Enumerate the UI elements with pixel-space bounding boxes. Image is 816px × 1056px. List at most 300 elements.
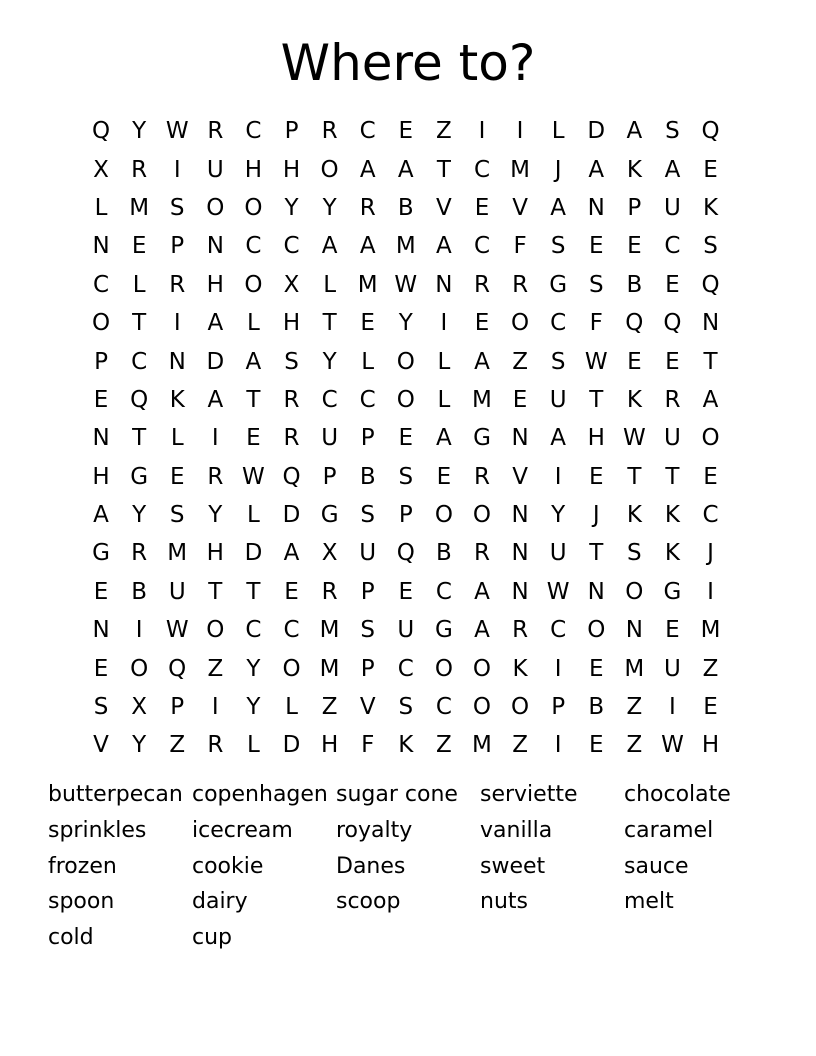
grid-cell[interactable]: T bbox=[322, 310, 337, 337]
grid-cell[interactable]: H bbox=[701, 732, 720, 759]
grid-cell[interactable]: V bbox=[436, 194, 452, 221]
grid-cell[interactable]: M bbox=[319, 655, 340, 682]
grid-cell[interactable]: I bbox=[554, 463, 562, 490]
grid-cell[interactable]: L bbox=[437, 386, 451, 413]
grid-cell[interactable]: G bbox=[473, 425, 491, 452]
grid-cell[interactable]: L bbox=[323, 271, 337, 298]
grid-cell[interactable]: H bbox=[320, 732, 339, 759]
grid-cell[interactable]: N bbox=[701, 310, 720, 337]
grid-cell[interactable]: A bbox=[664, 156, 681, 183]
grid-cell[interactable]: K bbox=[664, 502, 680, 529]
grid-cell[interactable]: U bbox=[664, 194, 681, 221]
grid-cell[interactable]: Z bbox=[169, 732, 186, 759]
grid-cell[interactable]: C bbox=[473, 233, 491, 260]
grid-cell[interactable]: S bbox=[284, 348, 299, 375]
grid-cell[interactable]: T bbox=[132, 310, 147, 337]
grid-cell[interactable]: G bbox=[663, 578, 682, 605]
grid-cell[interactable]: O bbox=[472, 694, 492, 721]
grid-cell[interactable]: Y bbox=[208, 502, 223, 529]
grid-cell[interactable]: Z bbox=[626, 732, 643, 759]
grid-cell[interactable]: M bbox=[319, 617, 340, 644]
grid-cell[interactable]: F bbox=[513, 233, 527, 260]
grid-cell[interactable]: C bbox=[245, 617, 262, 644]
grid-cell[interactable]: A bbox=[321, 233, 338, 260]
grid-cell[interactable]: R bbox=[321, 118, 338, 145]
grid-cell[interactable]: E bbox=[703, 694, 718, 721]
word-list-item: cup bbox=[192, 925, 233, 951]
grid-cell[interactable]: Z bbox=[207, 655, 224, 682]
grid-cell[interactable]: C bbox=[473, 156, 491, 183]
grid-cell[interactable]: A bbox=[245, 348, 262, 375]
word-list-item: vanilla bbox=[480, 817, 553, 843]
grid-cell[interactable]: E bbox=[588, 463, 604, 490]
grid-cell[interactable]: A bbox=[626, 118, 643, 145]
grid-cell[interactable]: R bbox=[207, 732, 224, 759]
grid-cell[interactable]: E bbox=[474, 194, 490, 221]
grid-cell[interactable]: M bbox=[624, 655, 645, 682]
grid-cell[interactable]: Z bbox=[321, 694, 338, 721]
grid-cell[interactable]: C bbox=[550, 617, 567, 644]
grid-cell[interactable]: E bbox=[169, 463, 185, 490]
grid-cell[interactable]: Q bbox=[625, 310, 644, 337]
grid-cell[interactable]: L bbox=[285, 694, 298, 721]
grid-cell[interactable]: X bbox=[321, 540, 338, 567]
grid-cell[interactable]: C bbox=[664, 233, 681, 260]
grid-cell[interactable]: L bbox=[361, 348, 375, 375]
grid-cell[interactable]: E bbox=[436, 463, 452, 490]
grid-cell[interactable]: O bbox=[130, 655, 149, 682]
grid-cell[interactable]: S bbox=[627, 540, 642, 567]
grid-cell[interactable]: Z bbox=[436, 118, 452, 145]
grid-cell[interactable]: Y bbox=[284, 194, 299, 221]
grid-cell[interactable]: W bbox=[584, 348, 608, 375]
grid-cell[interactable]: H bbox=[282, 156, 301, 183]
grid-cell[interactable]: B bbox=[359, 463, 376, 490]
grid-row bbox=[82, 266, 732, 304]
grid-cell[interactable]: Q bbox=[396, 540, 415, 567]
grid-cell[interactable]: E bbox=[284, 578, 299, 605]
grid-cell[interactable]: I bbox=[554, 655, 562, 682]
grid-cell[interactable]: O bbox=[206, 194, 225, 221]
grid-cell[interactable]: R bbox=[283, 386, 300, 413]
grid-cell[interactable]: O bbox=[244, 194, 263, 221]
grid-cell[interactable]: O bbox=[587, 617, 606, 644]
grid-cell[interactable]: N bbox=[168, 348, 186, 375]
grid-cell[interactable]: D bbox=[282, 502, 301, 529]
grid-cell[interactable]: E bbox=[665, 617, 680, 644]
grid-cell[interactable]: A bbox=[397, 156, 414, 183]
grid-cell[interactable]: W bbox=[165, 118, 189, 145]
grid-cell[interactable]: E bbox=[246, 425, 261, 452]
grid-cell[interactable]: L bbox=[94, 194, 108, 221]
grid-cell[interactable]: Z bbox=[626, 694, 643, 721]
grid-cell[interactable]: G bbox=[434, 617, 453, 644]
grid-cell[interactable]: Y bbox=[132, 118, 147, 145]
grid-cell[interactable]: L bbox=[132, 271, 146, 298]
grid-cell[interactable]: E bbox=[703, 463, 718, 490]
grid-cell[interactable]: E bbox=[131, 233, 147, 260]
grid-cell[interactable]: K bbox=[626, 156, 642, 183]
grid-cell[interactable]: C bbox=[435, 694, 452, 721]
grid-cell[interactable]: H bbox=[206, 540, 224, 567]
grid-cell[interactable]: Q bbox=[663, 310, 682, 337]
grid-cell[interactable]: M bbox=[510, 156, 530, 183]
grid-cell[interactable]: P bbox=[360, 655, 375, 682]
grid-cell[interactable]: V bbox=[512, 194, 528, 221]
grid-cell[interactable]: I bbox=[516, 118, 524, 145]
grid-cell[interactable]: R bbox=[131, 156, 148, 183]
grid-cell[interactable]: T bbox=[436, 156, 451, 183]
grid-cell[interactable]: J bbox=[592, 502, 600, 529]
grid-cell[interactable]: A bbox=[550, 425, 567, 452]
grid-cell[interactable]: B bbox=[436, 540, 452, 567]
grid-cell[interactable]: R bbox=[321, 578, 338, 605]
grid-cell[interactable]: U bbox=[397, 617, 415, 644]
grid-cell[interactable]: E bbox=[665, 348, 680, 375]
grid-cell[interactable]: A bbox=[474, 578, 490, 605]
grid-cell[interactable]: C bbox=[550, 310, 567, 337]
grid-cell[interactable]: N bbox=[511, 540, 529, 567]
grid-cell[interactable]: M bbox=[357, 271, 378, 298]
grid-cell[interactable]: S bbox=[398, 463, 414, 490]
grid-cell[interactable]: G bbox=[92, 540, 110, 567]
grid-cell[interactable]: N bbox=[206, 233, 224, 260]
grid-cell[interactable]: O bbox=[434, 502, 453, 529]
grid-cell[interactable]: S bbox=[588, 271, 604, 298]
grid-cell[interactable]: U bbox=[549, 540, 567, 567]
grid-cell[interactable]: H bbox=[92, 463, 110, 490]
grid-cell[interactable]: G bbox=[320, 502, 339, 529]
grid-cell[interactable]: T bbox=[665, 463, 680, 490]
grid-cell[interactable]: Y bbox=[322, 194, 337, 221]
grid-cell[interactable]: Y bbox=[246, 655, 261, 682]
grid-cell[interactable]: S bbox=[360, 617, 375, 644]
grid-cell[interactable]: T bbox=[208, 578, 223, 605]
grid-cell[interactable]: C bbox=[283, 617, 300, 644]
grid-row bbox=[82, 150, 732, 188]
word-list-item: chocolate bbox=[624, 782, 731, 807]
grid-cell[interactable]: S bbox=[398, 694, 414, 721]
grid-cell[interactable]: L bbox=[437, 348, 451, 375]
grid-cell[interactable]: E bbox=[93, 655, 109, 682]
grid-cell[interactable]: Q bbox=[282, 463, 301, 490]
grid-cell[interactable]: R bbox=[664, 386, 681, 413]
grid-cell[interactable]: M bbox=[472, 732, 492, 759]
grid-cell[interactable]: A bbox=[436, 425, 452, 452]
grid-cell[interactable]: C bbox=[245, 233, 262, 260]
grid-cell[interactable]: C bbox=[283, 233, 300, 260]
grid-cell[interactable]: M bbox=[395, 233, 416, 260]
grid-cell[interactable]: D bbox=[206, 348, 225, 375]
grid-cell[interactable]: I bbox=[173, 310, 181, 337]
grid-cell[interactable]: I bbox=[135, 617, 143, 644]
grid-cell[interactable]: Y bbox=[132, 732, 147, 759]
grid-cell[interactable]: P bbox=[284, 118, 299, 145]
grid-cell[interactable]: Y bbox=[132, 502, 147, 529]
grid-cell[interactable]: Z bbox=[512, 348, 528, 375]
grid-cell[interactable]: R bbox=[283, 425, 300, 452]
grid-cell[interactable]: F bbox=[589, 310, 603, 337]
grid-cell[interactable]: D bbox=[587, 118, 606, 145]
grid-cell[interactable]: M bbox=[167, 540, 188, 567]
grid-cell[interactable]: I bbox=[478, 118, 486, 145]
grid-cell[interactable]: R bbox=[512, 271, 529, 298]
grid-cell[interactable]: U bbox=[664, 655, 681, 682]
grid-cell[interactable]: N bbox=[435, 271, 453, 298]
grid-cell[interactable]: R bbox=[473, 271, 490, 298]
grid-cell[interactable]: I bbox=[173, 156, 181, 183]
grid-cell[interactable]: E bbox=[627, 348, 642, 375]
grid-cell[interactable]: P bbox=[170, 233, 185, 260]
grid-cell[interactable]: N bbox=[92, 425, 110, 452]
grid-cell[interactable]: Y bbox=[246, 694, 261, 721]
grid-cell[interactable]: Q bbox=[701, 271, 720, 298]
grid-cell[interactable]: L bbox=[551, 118, 565, 145]
grid-cell[interactable]: A bbox=[359, 233, 376, 260]
grid-cell[interactable]: O bbox=[282, 655, 301, 682]
grid-cell[interactable]: O bbox=[396, 348, 415, 375]
grid-cell[interactable]: S bbox=[360, 502, 375, 529]
grid-cell[interactable]: V bbox=[512, 463, 528, 490]
grid-cell[interactable]: P bbox=[322, 463, 337, 490]
grid-cell[interactable]: Q bbox=[91, 118, 111, 145]
grid-cell[interactable]: U bbox=[664, 425, 681, 452]
grid-cell[interactable]: S bbox=[703, 233, 718, 260]
grid-cell[interactable]: R bbox=[169, 271, 186, 298]
grid-cell[interactable]: U bbox=[549, 386, 567, 413]
grid-cell[interactable]: K bbox=[703, 194, 719, 221]
grid-cell[interactable]: J bbox=[554, 156, 562, 183]
grid-cell[interactable]: V bbox=[359, 694, 376, 721]
grid-cell[interactable]: A bbox=[283, 540, 300, 567]
grid-cell[interactable]: L bbox=[247, 310, 260, 337]
grid-cell[interactable]: E bbox=[474, 310, 490, 337]
grid-cell[interactable]: N bbox=[511, 425, 529, 452]
grid-cell[interactable]: I bbox=[440, 310, 448, 337]
grid-cell[interactable]: W bbox=[661, 732, 684, 759]
grid-cell[interactable]: J bbox=[707, 540, 714, 567]
grid-cell[interactable]: Z bbox=[702, 655, 719, 682]
grid-cell[interactable]: S bbox=[550, 348, 566, 375]
grid-cell[interactable]: N bbox=[92, 233, 110, 260]
grid-cell[interactable]: I bbox=[211, 425, 219, 452]
grid-cell[interactable]: X bbox=[283, 271, 300, 298]
grid-cell[interactable]: V bbox=[93, 732, 109, 759]
grid-cell[interactable]: O bbox=[320, 156, 339, 183]
grid-cell[interactable]: K bbox=[512, 655, 528, 682]
grid-cell[interactable]: T bbox=[589, 386, 604, 413]
grid-cell[interactable]: O bbox=[511, 694, 530, 721]
grid-cell[interactable]: S bbox=[550, 233, 566, 260]
grid-cell[interactable]: P bbox=[360, 578, 375, 605]
grid-row bbox=[82, 726, 732, 764]
grid-cell[interactable]: W bbox=[165, 617, 189, 644]
grid-cell[interactable]: N bbox=[92, 617, 110, 644]
grid-cell[interactable]: G bbox=[549, 271, 568, 298]
grid-cell[interactable]: D bbox=[282, 732, 301, 759]
grid-cell[interactable]: R bbox=[473, 463, 490, 490]
grid-cell[interactable]: T bbox=[246, 578, 261, 605]
grid-cell[interactable]: C bbox=[321, 386, 338, 413]
grid-cell[interactable]: T bbox=[132, 425, 147, 452]
grid-cell[interactable]: W bbox=[242, 463, 265, 490]
grid-cell[interactable]: K bbox=[664, 540, 680, 567]
grid-cell[interactable]: A bbox=[436, 233, 452, 260]
grid-cell[interactable]: R bbox=[131, 540, 148, 567]
grid-cell[interactable]: O bbox=[396, 386, 415, 413]
grid-cell[interactable]: X bbox=[131, 694, 148, 721]
grid-cell[interactable]: B bbox=[131, 578, 148, 605]
grid-cell[interactable]: E bbox=[588, 732, 604, 759]
grid-cell[interactable]: C bbox=[245, 118, 262, 145]
grid-cell[interactable]: T bbox=[246, 386, 261, 413]
grid-cell[interactable]: A bbox=[550, 194, 567, 221]
grid-cell[interactable]: D bbox=[244, 540, 263, 567]
word-list-item: butterpecan bbox=[48, 782, 183, 807]
grid-cell[interactable]: X bbox=[93, 156, 109, 183]
grid-cell[interactable]: C bbox=[359, 118, 376, 145]
grid-cell[interactable]: O bbox=[625, 578, 644, 605]
grid-cell[interactable]: R bbox=[473, 540, 490, 567]
grid-cell[interactable]: O bbox=[244, 271, 263, 298]
grid-cell[interactable]: A bbox=[702, 386, 719, 413]
grid-cell[interactable]: O bbox=[472, 502, 492, 529]
grid-cell[interactable]: T bbox=[703, 348, 718, 375]
grid-cell[interactable]: B bbox=[626, 271, 643, 298]
grid-cell[interactable]: S bbox=[169, 502, 185, 529]
grid-cell[interactable]: I bbox=[211, 694, 219, 721]
word-list-item: sweet bbox=[480, 853, 546, 879]
grid-cell[interactable]: A bbox=[207, 310, 224, 337]
grid-cell[interactable]: E bbox=[93, 386, 109, 413]
grid-cell[interactable]: M bbox=[472, 386, 492, 413]
grid-cell[interactable]: E bbox=[588, 233, 604, 260]
grid-cell[interactable]: E bbox=[360, 310, 375, 337]
grid-cell[interactable]: B bbox=[588, 694, 605, 721]
grid-cell[interactable]: L bbox=[247, 732, 260, 759]
grid-cell[interactable]: Z bbox=[436, 732, 452, 759]
grid-cell[interactable]: S bbox=[169, 194, 185, 221]
grid-cell[interactable]: A bbox=[588, 156, 605, 183]
grid-row bbox=[82, 573, 732, 611]
grid-cell[interactable]: O bbox=[511, 310, 530, 337]
grid-cell[interactable]: W bbox=[394, 271, 418, 298]
grid-cell[interactable]: S bbox=[93, 694, 109, 721]
grid-cell[interactable]: C bbox=[397, 655, 414, 682]
grid-cell[interactable]: K bbox=[626, 386, 642, 413]
grid-cell[interactable]: O bbox=[434, 655, 453, 682]
grid-cell[interactable]: L bbox=[170, 425, 184, 452]
grid-cell[interactable]: U bbox=[359, 540, 377, 567]
grid-cell[interactable]: T bbox=[589, 540, 604, 567]
grid-cell[interactable]: M bbox=[700, 617, 721, 644]
grid-cell[interactable]: I bbox=[669, 694, 676, 721]
grid-cell[interactable]: S bbox=[665, 118, 680, 145]
grid-cell[interactable]: P bbox=[398, 502, 413, 529]
grid-cell[interactable]: P bbox=[627, 194, 642, 221]
grid-cell[interactable]: H bbox=[282, 310, 301, 337]
grid-cell[interactable]: H bbox=[206, 271, 224, 298]
grid-cell[interactable]: W bbox=[546, 578, 570, 605]
grid-cell[interactable]: F bbox=[361, 732, 375, 759]
grid-cell[interactable]: C bbox=[93, 271, 110, 298]
grid-cell[interactable]: E bbox=[703, 156, 718, 183]
grid-cell[interactable]: E bbox=[512, 386, 528, 413]
grid-cell[interactable]: N bbox=[511, 578, 529, 605]
grid-cell[interactable]: N bbox=[587, 578, 605, 605]
grid-cell[interactable]: O bbox=[472, 655, 492, 682]
grid-cell[interactable]: A bbox=[474, 617, 490, 644]
grid-cell[interactable]: K bbox=[398, 732, 414, 759]
grid-cell[interactable]: K bbox=[169, 386, 185, 413]
grid-cell[interactable]: Q bbox=[701, 118, 720, 145]
grid-cell[interactable]: C bbox=[702, 502, 719, 529]
grid-cell[interactable]: E bbox=[627, 233, 642, 260]
grid-cell[interactable]: A bbox=[474, 348, 490, 375]
grid-cell[interactable]: H bbox=[244, 156, 263, 183]
grid-cell[interactable]: W bbox=[622, 425, 646, 452]
grid-cell[interactable]: Y bbox=[398, 310, 413, 337]
grid-cell[interactable]: P bbox=[170, 694, 185, 721]
word-list-item: nuts bbox=[480, 889, 528, 915]
grid-cell[interactable]: K bbox=[626, 502, 642, 529]
grid-cell[interactable]: R bbox=[512, 617, 529, 644]
grid-cell[interactable]: Z bbox=[512, 732, 528, 759]
grid-row bbox=[82, 534, 732, 572]
grid-cell[interactable]: A bbox=[359, 156, 376, 183]
grid-cell[interactable]: C bbox=[435, 578, 452, 605]
grid-cell[interactable]: Q bbox=[168, 655, 187, 682]
grid-cell[interactable]: O bbox=[91, 310, 111, 337]
grid-cell[interactable]: A bbox=[93, 502, 109, 529]
grid-cell[interactable]: O bbox=[701, 425, 720, 452]
grid-cell[interactable]: B bbox=[397, 194, 414, 221]
grid-cell[interactable]: H bbox=[587, 425, 605, 452]
grid-cell[interactable]: E bbox=[398, 578, 414, 605]
grid-cell[interactable]: N bbox=[625, 617, 643, 644]
grid-cell[interactable]: I bbox=[554, 732, 562, 759]
grid-cell[interactable]: U bbox=[321, 425, 339, 452]
grid-cell[interactable]: R bbox=[207, 463, 224, 490]
grid-cell[interactable]: P bbox=[551, 694, 566, 721]
grid-cell[interactable]: E bbox=[93, 578, 109, 605]
grid-cell[interactable]: E bbox=[398, 118, 414, 145]
grid-cell[interactable]: E bbox=[588, 655, 604, 682]
grid-cell[interactable]: N bbox=[587, 194, 605, 221]
grid-cell[interactable]: O bbox=[206, 617, 225, 644]
grid-cell[interactable]: Q bbox=[130, 386, 149, 413]
grid-cell[interactable]: R bbox=[207, 118, 224, 145]
grid-cell[interactable]: U bbox=[168, 578, 186, 605]
grid-cell[interactable]: I bbox=[707, 578, 714, 605]
grid-cell[interactable]: N bbox=[511, 502, 529, 529]
grid-cell[interactable]: C bbox=[131, 348, 148, 375]
grid-cell[interactable]: M bbox=[129, 194, 150, 221]
grid-cell[interactable]: Y bbox=[551, 502, 566, 529]
grid-cell[interactable]: R bbox=[359, 194, 376, 221]
grid-cell[interactable]: Y bbox=[322, 348, 337, 375]
grid-cell[interactable]: P bbox=[94, 348, 108, 375]
grid-cell[interactable]: C bbox=[359, 386, 376, 413]
grid-cell[interactable]: P bbox=[360, 425, 375, 452]
grid-cell[interactable]: G bbox=[130, 463, 149, 490]
grid-cell[interactable]: U bbox=[206, 156, 224, 183]
grid-cell[interactable]: L bbox=[247, 502, 260, 529]
grid-cell[interactable]: A bbox=[207, 386, 224, 413]
grid-cell[interactable]: E bbox=[665, 271, 680, 298]
grid-cell[interactable]: T bbox=[627, 463, 642, 490]
grid-cell[interactable]: E bbox=[398, 425, 414, 452]
